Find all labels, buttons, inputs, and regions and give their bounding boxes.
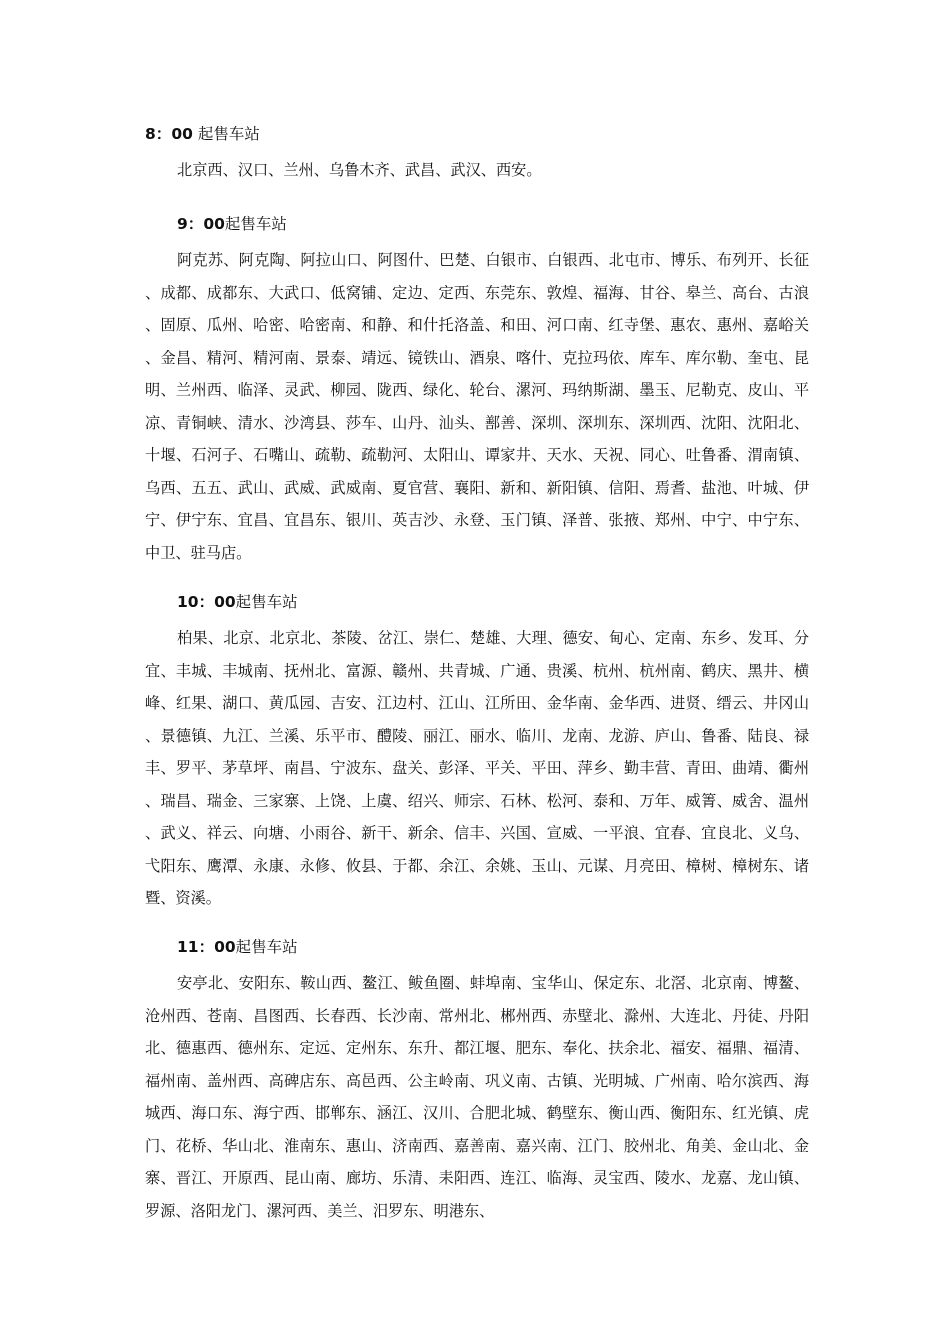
station-list: 安亭北、安阳东、鞍山西、鳌江、鲅鱼圈、蚌埠南、宝华山、保定东、北滘、北京南、博鳌、沧州西、苍南、昌图西、长春西、长沙南、常州北、郴州西、赤壁北、滁州、大连北、丹徒、丹阳北、德惠西、德州东、定远、定州东、东升、都江堰、肥东、奉化、扶余北、福安、福鼎、福清、福州南、盖州西、高碑店东、高邑西、公主岭南、巩义南、古镇、光明城、广州南、哈尔滨西、海城西、海口东、海宁西、邯郸东、涵江、汉川、合肥北城、鹤壁东、衡山西、衡阳东、红光镇、虎门、花桥、华山北、淮南东、惠山、济南西、嘉善南、嘉兴南、江门、胶州北、角美、金山北、金寨、晋江、开原西、昆山南、廊坊、乐清、耒阳西、连江、临海、灵宝西、陵水、龙嘉、龙山镇、罗源、洛阳龙门、漯河西、美兰、汨罗东、明港东、 (145, 974, 809, 1220)
heading-hour: 9 (177, 215, 188, 233)
heading-hour: 10 (177, 593, 199, 611)
section-9-00 (145, 214, 809, 569)
heading-colon: ： (155, 125, 172, 143)
section-10-00 (145, 592, 809, 915)
heading-colon: ： (187, 215, 204, 233)
heading-colon: ： (198, 938, 215, 956)
heading-label: 起售车站 (192, 125, 260, 143)
station-list: 柏果、北京、北京北、茶陵、岔江、崇仁、楚雄、大理、德安、甸心、定南、东乡、发耳、分宜、丰城、丰城南、抚州北、富源、赣州、共青城、广通、贵溪、杭州、杭州南、鹤庆、黑井、横峰、红果、湖口、黄瓜园、吉安、江边村、江山、江所田、金华南、金华西、进贤、缙云、井冈山、景德镇、九江、兰溪、乐平市、醴陵、丽江、丽水、临川、龙南、龙游、庐山、鲁番、陆良、禄丰、罗平、茅草坪、南昌、宁波东、盘关、彭泽、平关、平田、萍乡、勤丰营、青田、曲靖、衢州、瑞昌、瑞金、三家寨、上饶、上虞、绍兴、师宗、石林、松河、泰和、万年、威箐、威舍、温州、武义、祥云、向塘、小雨谷、新干、新余、信丰、兴国、宣威、一平浪、宜春、宜良北、义乌、弋阳东、鹰潭、永康、永修、攸县、于都、余江、余姚、玉山、元谋、月亮田、樟树、樟树东、诸暨、资溪。 (145, 629, 809, 907)
section-heading (145, 214, 809, 234)
station-list: 北京西、汉口、兰州、乌鲁木齐、武昌、武汉、西安。 (177, 161, 542, 179)
heading-minutes: 00 (203, 215, 225, 233)
heading-minutes: 00 (214, 938, 236, 956)
heading-minutes: 00 (171, 125, 193, 143)
heading-minutes: 00 (214, 593, 236, 611)
section-11-00 (145, 937, 809, 1227)
heading-hour: 8 (145, 125, 156, 143)
section-8-00 (145, 124, 809, 187)
heading-label: 起售车站 (235, 938, 298, 956)
heading-label: 起售车站 (235, 593, 298, 611)
section-heading (145, 124, 809, 144)
section-heading (145, 592, 809, 612)
heading-colon: ： (198, 593, 215, 611)
section-heading (145, 937, 809, 957)
heading-label: 起售车站 (224, 215, 287, 233)
station-list: 阿克苏、阿克陶、阿拉山口、阿图什、巴楚、白银市、白银西、北屯市、博乐、布列开、长征、成都、成都东、大武口、低窝铺、定边、定西、东莞东、敦煌、福海、甘谷、皋兰、高台、古浪、固原、瓜州、哈密、哈密南、和静、和什托洛盖、和田、河口南、红寺堡、惠农、惠州、嘉峪关、金昌、精河、精河南、景泰、靖远、镜铁山、酒泉、喀什、克拉玛依、库车、库尔勒、奎屯、昆明、兰州西、临泽、灵武、柳园、陇西、绿化、轮台、漯河、玛纳斯湖、墨玉、尼勒克、皮山、平凉、青铜峡、清水、沙湾县、莎车、山丹、汕头、鄯善、深圳、深圳东、深圳西、沈阳、沈阳北、十堰、石河子、石嘴山、疏勒、疏勒河、太阳山、谭家井、天水、天祝、同心、吐鲁番、渭南镇、乌西、五五、武山、武威、武威南、夏官营、襄阳、新和、新阳镇、信阳、焉耆、盐池、叶城、伊宁、伊宁东、宜昌、宜昌东、银川、英吉沙、永登、玉门镇、泽普、张掖、郑州、中宁、中宁东、中卫、驻马店。 (145, 251, 809, 562)
heading-hour: 11 (177, 938, 199, 956)
